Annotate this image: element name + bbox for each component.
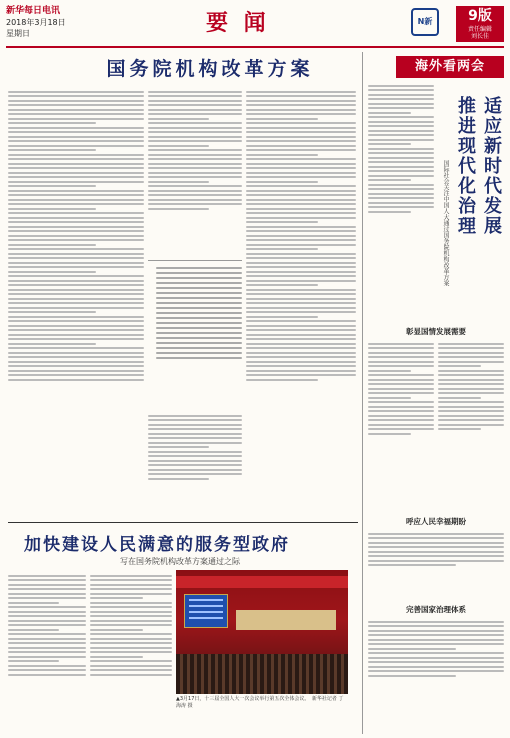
day-line: 星期日 [6,29,30,38]
commentary-col-b [438,340,504,510]
page-number: 9版 [468,8,492,24]
second-body-column-1 [8,572,86,732]
congress-photo [176,570,348,694]
lead-body-column-2 [148,88,242,258]
date-line: 2018年3月18日 [6,18,66,27]
lead-body-column-2b [148,412,242,520]
lead-headline: 国务院机构改革方案 [106,58,314,80]
commentary-col-a [368,340,434,510]
commentary-body-intro [368,82,434,322]
commentary-headline-2: 推进现代化治理 [455,96,476,236]
story-divider [8,522,358,523]
page-badge [456,6,504,42]
commentary-body-2 [368,530,504,600]
second-body-column-2 [90,572,172,732]
section-title: 要 闻 [206,10,270,36]
photo-caption: ▲3月17日，十三届全国人大一次会议举行第五次全体会议。 新华社记者 丁海涛 摄 [176,696,344,709]
ministry-list [148,260,242,410]
editor-line: 责任编辑 [467,26,492,33]
photo-crowd [176,654,348,694]
paper-name: 新华每日电讯 [6,6,61,16]
photo-banner [176,576,348,588]
commentary-subheadline: 国际社会关注中国人大通过国务院机构改革方案 [442,160,449,286]
photo-screen [184,594,228,628]
lead-body-column-3 [246,88,356,518]
xinhua-logo-icon: N新 [411,8,439,36]
second-subheadline: 写在国务院机构改革方案通过之际 [120,557,240,566]
column-banner: 海外看两会 [396,56,504,78]
commentary-section-2: 呼应人民幸福期盼 [406,517,466,526]
commentary-headline-1: 适应新时代发展 [481,96,502,236]
lead-body-column-1 [8,88,144,518]
commentary-section-3: 完善国家治理体系 [406,605,466,614]
masthead-left [6,6,66,39]
masthead [6,4,504,48]
commentary-body-3 [368,618,504,734]
editor-name: 刘长佳 [470,33,489,40]
second-headline: 加快建设人民满意的服务型政府 [24,535,290,555]
photo-stage [236,610,336,630]
commentary-section-1: 彰显国情发展需要 [406,327,466,336]
column-divider [362,52,363,734]
